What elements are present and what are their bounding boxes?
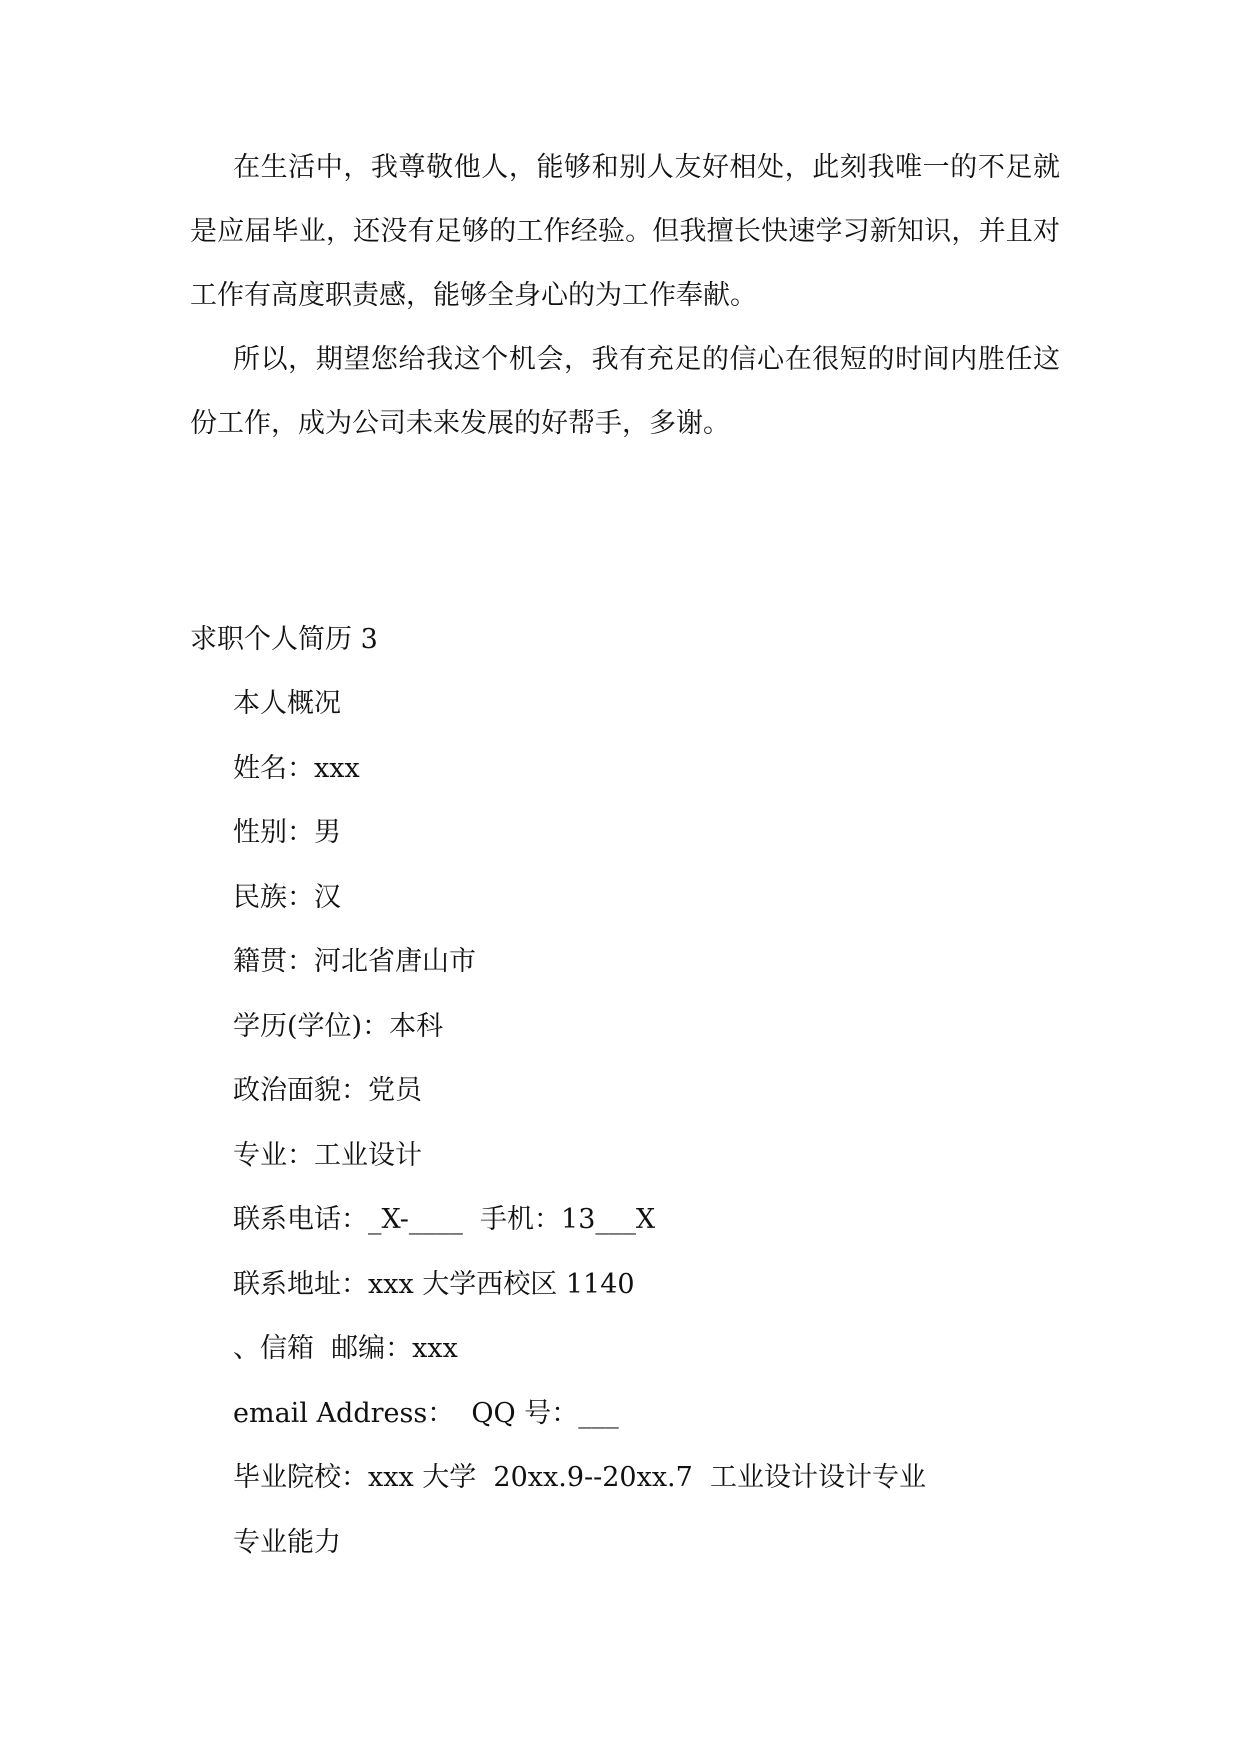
- section-heading-skills: 专业能力: [233, 1527, 341, 1558]
- field-major: 专业：工业设计: [233, 1140, 422, 1171]
- field-education: 学历(学位)：本科: [233, 1011, 444, 1042]
- paragraph-text: 在生活中，我尊敬他人，能够和别人友好相处，此刻我唯一的不足就是应届毕业，还没有足够的工作经验。但我擅长快速学习新知识，并且对工作有高度职责感，能够全身心的为工作奉献。: [190, 152, 1060, 311]
- field-ethnicity: 民族：汉: [233, 882, 341, 913]
- field-mailbox-postcode: 、信箱 邮编：xxx: [233, 1333, 458, 1364]
- field-name: 姓名：xxx: [233, 753, 360, 784]
- resume-title: 求职个人简历 3: [190, 624, 378, 655]
- field-contact-phone: 联系电话：_X-____ 手机：13___X: [233, 1204, 656, 1235]
- section-heading-overview: 本人概况: [233, 688, 341, 719]
- paragraph-text: 所以，期望您给我这个机会，我有充足的信心在很短的时间内胜任这份工作，成为公司未来发展的好帮手，多谢。: [190, 344, 1060, 439]
- paragraph-closing: [190, 328, 1060, 456]
- field-school: 毕业院校：xxx 大学 20xx.9--20xx.7 工业设计设计专业: [233, 1462, 926, 1493]
- field-hometown: 籍贯：河北省唐山市: [233, 946, 476, 977]
- paragraph-self-description: [190, 136, 1060, 328]
- field-email-qq: email Address： QQ 号：___: [233, 1398, 619, 1429]
- field-gender: 性别：男: [233, 817, 341, 848]
- field-contact-address: 联系地址：xxx 大学西校区 1140: [233, 1269, 635, 1300]
- field-political-status: 政治面貌：党员: [233, 1075, 422, 1106]
